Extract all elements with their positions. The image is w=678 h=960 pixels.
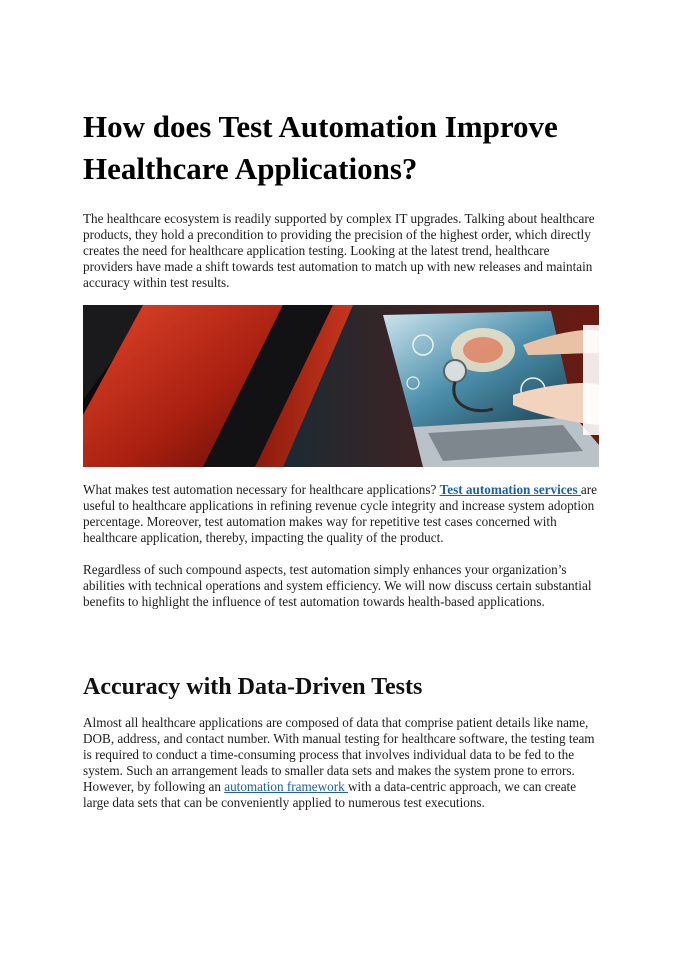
stethoscope-icon [444,360,466,382]
paragraph-test-automation: What makes test automation necessary for healthcare applications? Test automation services are useful to healthcare applications in refining revenue cycle integrity and increase system adoption percentage. Moreover, test automation makes way for repetitive test cases concerned with healthcare application, thereby, impacting the quality of the product. [83,482,598,545]
hero-illustration [83,305,599,467]
coat-sleeve [583,325,599,435]
brain-core [463,337,503,363]
automation-framework-link[interactable]: automation framework [224,779,348,794]
page-title: How does Test Automation Improve Healthcare Applications? [83,109,558,186]
intro-paragraph: The healthcare ecosystem is readily supported by complex IT upgrades. Talking about healthcare products, they hold a precondition to providing the precision of the highest order, which directly creates the need for healthcare application testing. Looking at the latest trend, healthcare providers have made a shift towards test automation to match up with new releases and maintain accuracy within test results. [83,211,595,290]
paragraph-accuracy: Almost all healthcare applications are composed of data that comprise patient details like name, DOB, address, and contact number. With manual testing for healthcare software, the testing team is required to conduct a time-consuming process that involves individual data to be fed to the system. Such an arrangement leads to smaller data sets and makes the system prone to errors. However, by following an automation framework with a data-centric approach, we can create large data sets that can be conveniently applied to numerous test executions. [83,715,595,810]
section-heading-accuracy: Accuracy with Data-Driven Tests [83,674,423,700]
test-automation-services-link[interactable]: Test automation services [439,482,581,497]
paragraph-benefits: Regardless of such compound aspects, test automation simply enhances your organization’s abilities with technical operations and system efficiency. We will now discuss certain substantial benefits to highlight the influence of test automation towards health-based applications. [83,562,592,609]
hero-image [83,305,599,467]
